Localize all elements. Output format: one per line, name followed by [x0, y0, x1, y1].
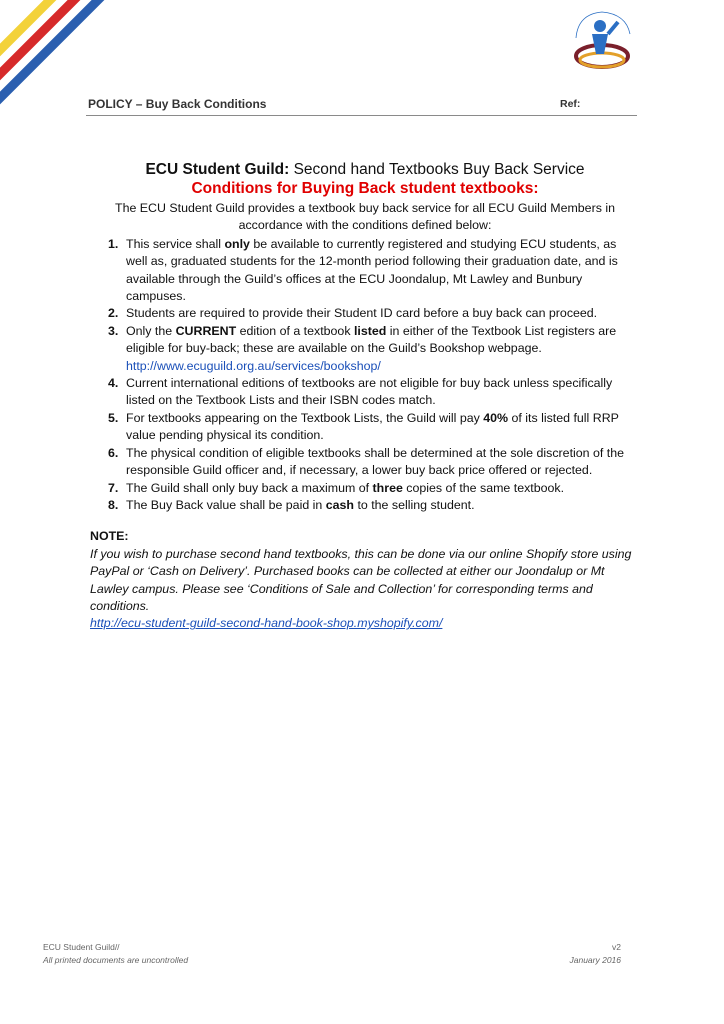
condition-text: be available to currently registered and studying ECU students, as well as, graduated students for the 12-month period following their graduation date, and is available through the Guild’s offices at the ECU Joondalup, Mt Lawley and Bunbury campuses.: [126, 236, 618, 304]
condition-number: 5.: [108, 410, 119, 425]
condition-item: [90, 497, 640, 514]
footer-right: [561, 941, 621, 967]
footer-left: [43, 941, 188, 967]
condition-text: to the selling student.: [354, 497, 475, 512]
document-header-title: POLICY – Buy Back Conditions: [88, 97, 267, 111]
condition-text: of its listed full RRP value pending physical its condition.: [126, 410, 619, 443]
condition-text: For textbooks appearing on the Textbook Lists, the Guild will pay: [126, 410, 484, 425]
title-service: Second hand Textbooks Buy Back Service: [289, 161, 585, 178]
condition-number: 6.: [108, 445, 119, 460]
condition-number: 7.: [108, 480, 119, 495]
condition-emphasis: three: [372, 480, 403, 495]
note-body: If you wish to purchase second hand textbooks, this can be done via our online Shopify store using PayPal or ‘Cash on Delivery’. Purchased books can be collected at either our Joondalup or Mt Lawley campus. Please see ‘Conditions of Sale and Collection’ for corresponding terms and conditions.: [90, 546, 632, 613]
condition-number: 1.: [108, 236, 119, 251]
page-title: [90, 160, 640, 179]
footer-version: v2: [612, 942, 621, 952]
title-org: ECU Student Guild:: [145, 161, 290, 178]
condition-emphasis: listed: [353, 323, 387, 338]
intro-paragraph: The ECU Student Guild provides a textbook buy back service for all ECU Guild Members in accordance with the conditions defined below:: [115, 201, 615, 233]
condition-emphasis: CURRENT: [175, 323, 237, 338]
bookshop-link[interactable]: http://www.ecuguild.org.au/services/bookshop/: [126, 358, 381, 373]
condition-text: copies of the same textbook.: [402, 480, 565, 495]
conditions-list: [90, 236, 640, 515]
document-body: [90, 160, 640, 633]
condition-number: 8.: [108, 497, 119, 512]
condition-text: The physical condition of eligible textbooks shall be determined at the sole discretion of the responsible Guild officer and, if necessary, a lower buy back price offered or rejected.: [126, 445, 624, 478]
ecu-guild-logo: [556, 8, 648, 74]
condition-item: [90, 480, 640, 497]
condition-item: [90, 445, 640, 480]
condition-text: in either of the Textbook List registers are eligible for buy-back; these are available on the Guild’s Bookshop webpage.: [126, 323, 617, 356]
condition-emphasis: 40%: [483, 410, 509, 425]
condition-item: [90, 323, 640, 375]
condition-text: This service shall: [126, 236, 225, 251]
condition-text: edition of a textbook: [236, 323, 354, 338]
condition-emphasis: only: [224, 236, 250, 251]
condition-number: 2.: [108, 306, 119, 321]
condition-item: [90, 236, 640, 306]
condition-text: Only the: [126, 323, 176, 338]
condition-number: 3.: [108, 323, 119, 338]
condition-text: The Buy Back value shall be paid in: [126, 497, 326, 512]
shopify-store-link[interactable]: http://ecu-student-guild-second-hand-book-shop.myshopify.com/: [90, 616, 443, 631]
condition-item: [90, 410, 640, 445]
note-heading: NOTE:: [90, 529, 129, 544]
reference-label: Ref:: [560, 98, 581, 110]
condition-item: [90, 305, 640, 322]
condition-item: [90, 375, 640, 410]
condition-number: 4.: [108, 376, 119, 391]
footer-disclaimer: All printed documents are uncontrolled: [43, 955, 189, 965]
condition-text: The Guild shall only buy back a maximum of: [126, 480, 373, 495]
condition-text: Current international editions of textbooks are not eligible for buy back unless specifically listed on the Textbook Lists and their ISBN codes match.: [126, 376, 613, 408]
footer-date: January 2016: [569, 955, 621, 965]
document-header: [86, 95, 637, 116]
footer-org: ECU Student Guild//: [43, 942, 120, 952]
condition-text: Students are required to provide their Student ID card before a buy back can proceed.: [126, 306, 598, 321]
condition-emphasis: cash: [325, 497, 354, 512]
page-subtitle: Conditions for Buying Back student textbooks:: [191, 180, 539, 197]
